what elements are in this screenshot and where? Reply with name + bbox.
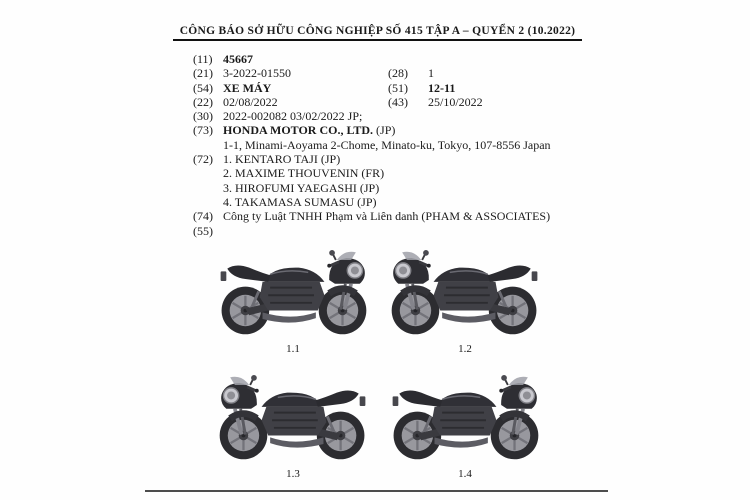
owner-name: HONDA MOTOR CO., LTD. (223, 123, 374, 138)
field-row-54-51 (145, 81, 610, 95)
figure-row-2 (207, 365, 610, 480)
field-row-55 (145, 224, 610, 238)
field-code-73: (73) (193, 123, 213, 138)
inventor-2: 2. MAXIME THOUVENIN (FR) (223, 166, 385, 181)
owner-address: 1-1, Minami-Aoyama 2-Chome, Minato-ku, Tokyo, 107-8556 Japan (223, 137, 551, 152)
inventor-3: 3. HIROFUMI YAEGASHI (JP) (223, 180, 380, 195)
field-value-28: 1 (428, 66, 434, 81)
inventor-4: 4. TAKAMASA SUMASU (JP) (223, 194, 377, 209)
inventor-1: 1. KENTARO TAJI (JP) (223, 152, 341, 167)
field-value-43: 25/10/2022 (428, 94, 483, 109)
field-value-11: 45667 (223, 52, 253, 66)
figure-label: 1.2 (458, 343, 472, 355)
field-row-72-4 (145, 195, 610, 209)
field-value-74: Công ty Luật TNHH Phạm và Liên danh (PHAM & ASSOCIATES) (223, 209, 551, 224)
document-content (145, 0, 610, 238)
field-code-spacer (193, 138, 223, 152)
field-value-54: XE MÁY (223, 80, 272, 95)
field-row-22-43 (145, 95, 610, 109)
figure-label: 1.1 (286, 343, 300, 355)
figure-label: 1.3 (286, 468, 300, 480)
field-code-28: (28) (388, 66, 408, 81)
field-code-54: (54) (193, 80, 213, 95)
figure-label: 1.4 (458, 468, 472, 480)
field-code-22: (22) (193, 94, 213, 109)
field-code-11: (11) (193, 52, 213, 66)
field-code-43: (43) (388, 94, 408, 109)
field-value-30: 2022-002082 03/02/2022 JP; (223, 109, 363, 124)
motorcycle-image-front-right-view (207, 240, 379, 340)
field-code-55: (55) (193, 223, 213, 238)
field-row-72-1 (145, 152, 610, 166)
field-value-22: 02/08/2022 (223, 94, 278, 109)
field-code-51: (51) (388, 80, 408, 95)
bibliographic-fields (145, 52, 610, 238)
field-code-spacer (193, 181, 223, 195)
figure-row-1 (207, 240, 610, 355)
field-row-73 (145, 123, 610, 137)
field-row-21-28 (145, 66, 610, 80)
design-figures (145, 240, 610, 480)
page-bottom-rule (145, 490, 608, 492)
field-value-21: 3-2022-01550 (223, 66, 291, 81)
field-row-73-address (145, 138, 610, 152)
field-value-55 (223, 224, 610, 238)
figure-1-1 (207, 240, 379, 355)
page-title: CÔNG BÁO SỞ HỮU CÔNG NGHIỆP SỐ 415 TẬP A – QUYỂN 2 (10.2022) (173, 25, 583, 41)
owner-country: (JP) (373, 123, 396, 138)
field-row-74 (145, 209, 610, 223)
field-value-51: 12-11 (428, 80, 456, 95)
field-code-30: (30) (193, 109, 213, 124)
figure-1-4 (379, 365, 551, 480)
field-code-21: (21) (193, 66, 213, 81)
motorcycle-image-rear-right-view (379, 240, 551, 340)
header (145, 21, 610, 41)
field-code-spacer (193, 166, 223, 180)
field-value-73 (223, 123, 610, 137)
field-code-spacer (193, 195, 223, 209)
field-row-30 (145, 109, 610, 123)
field-row-72-3 (145, 181, 610, 195)
field-row-72-2 (145, 166, 610, 180)
motorcycle-image-front-left-view (207, 365, 379, 465)
figure-1-3 (207, 365, 379, 480)
field-row-11 (145, 52, 610, 66)
motorcycle-image-rear-left-view (379, 365, 551, 465)
field-code-72: (72) (193, 152, 213, 167)
figure-1-2 (379, 240, 551, 355)
field-code-74: (74) (193, 209, 213, 224)
